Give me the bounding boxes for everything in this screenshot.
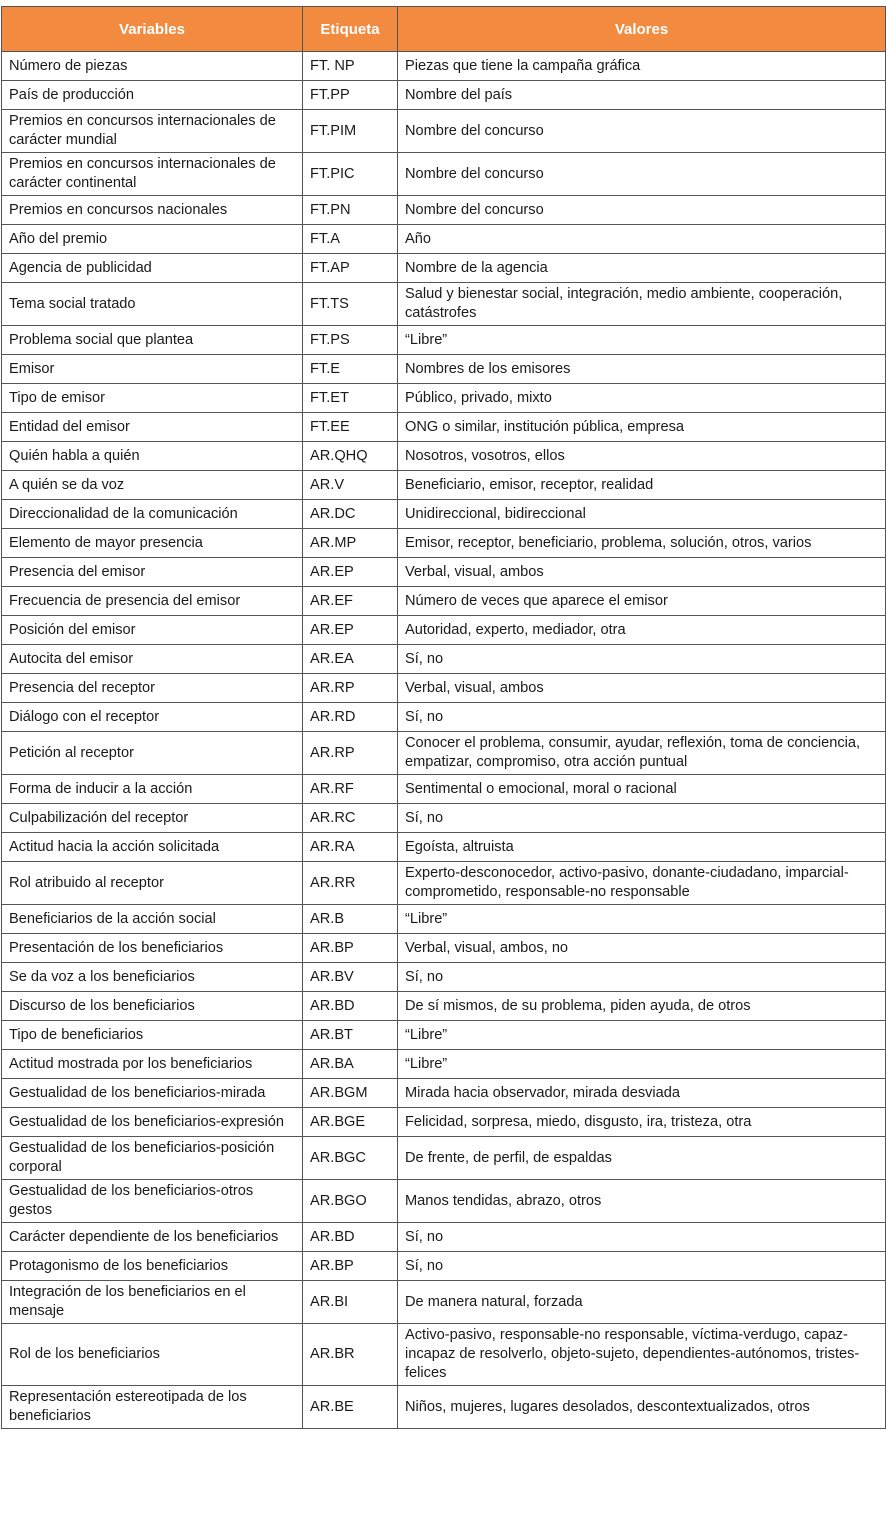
table-row [2, 384, 886, 413]
etiqueta-cell: AR.RA [303, 833, 398, 862]
valores-cell: ONG o similar, institución pública, empresa [398, 413, 886, 442]
variable-cell: Discurso de los beneficiarios [2, 992, 303, 1021]
etiqueta-cell: AR.BD [303, 1223, 398, 1252]
valores-cell: Piezas que tiene la campaña gráfica [398, 52, 886, 81]
variable-cell: Número de piezas [2, 52, 303, 81]
variable-cell: Gestualidad de los beneficiarios-otros gestos [2, 1180, 303, 1223]
valores-cell: “Libre” [398, 905, 886, 934]
etiqueta-cell: AR.BGC [303, 1137, 398, 1180]
valores-cell: Verbal, visual, ambos, no [398, 934, 886, 963]
variable-cell: Forma de inducir a la acción [2, 775, 303, 804]
valores-cell: Sí, no [398, 645, 886, 674]
variable-cell: Tipo de beneficiarios [2, 1021, 303, 1050]
table-row [2, 196, 886, 225]
etiqueta-cell: FT.AP [303, 254, 398, 283]
etiqueta-cell: AR.BR [303, 1324, 398, 1386]
etiqueta-cell: AR.RF [303, 775, 398, 804]
table-row [2, 326, 886, 355]
etiqueta-cell: AR.B [303, 905, 398, 934]
variable-cell: Rol atribuido al receptor [2, 862, 303, 905]
table-row [2, 558, 886, 587]
etiqueta-cell: AR.BE [303, 1386, 398, 1429]
valores-cell: Felicidad, sorpresa, miedo, disgusto, ira, tristeza, otra [398, 1108, 886, 1137]
variable-cell: Premios en concursos internacionales de carácter continental [2, 153, 303, 196]
table-row [2, 500, 886, 529]
etiqueta-cell: AR.BGM [303, 1079, 398, 1108]
variable-cell: Frecuencia de presencia del emisor [2, 587, 303, 616]
etiqueta-cell: AR.RD [303, 703, 398, 732]
table-row [2, 1223, 886, 1252]
table-row [2, 110, 886, 153]
table-row [2, 81, 886, 110]
etiqueta-cell: AR.EP [303, 616, 398, 645]
etiqueta-cell: AR.BV [303, 963, 398, 992]
table-row [2, 732, 886, 775]
etiqueta-cell: AR.V [303, 471, 398, 500]
variable-cell: Tipo de emisor [2, 384, 303, 413]
variable-cell: Petición al receptor [2, 732, 303, 775]
valores-cell: Nombre del concurso [398, 110, 886, 153]
variable-cell: Gestualidad de los beneficiarios-posición corporal [2, 1137, 303, 1180]
variable-cell: Premios en concursos internacionales de carácter mundial [2, 110, 303, 153]
valores-cell: Nombre del concurso [398, 153, 886, 196]
variable-cell: Se da voz a los beneficiarios [2, 963, 303, 992]
valores-cell: Sí, no [398, 963, 886, 992]
variable-cell: Representación estereotipada de los beneficiarios [2, 1386, 303, 1429]
table-row [2, 674, 886, 703]
variable-cell: Agencia de publicidad [2, 254, 303, 283]
valores-cell: Nombre del concurso [398, 196, 886, 225]
table-row [2, 52, 886, 81]
table-row [2, 1021, 886, 1050]
valores-cell: Nosotros, vosotros, ellos [398, 442, 886, 471]
etiqueta-cell: FT.ET [303, 384, 398, 413]
valores-cell: Mirada hacia observador, mirada desviada [398, 1079, 886, 1108]
variable-cell: Año del premio [2, 225, 303, 254]
valores-cell: Beneficiario, emisor, receptor, realidad [398, 471, 886, 500]
variable-cell: Protagonismo de los beneficiarios [2, 1252, 303, 1281]
etiqueta-cell: AR.RC [303, 804, 398, 833]
table-row [2, 775, 886, 804]
valores-cell: Nombre de la agencia [398, 254, 886, 283]
valores-cell: Experto-desconocedor, activo-pasivo, donante-ciudadano, imparcial-comprometido, responsable-no responsable [398, 862, 886, 905]
etiqueta-cell: AR.EA [303, 645, 398, 674]
valores-cell: “Libre” [398, 326, 886, 355]
table-row [2, 1079, 886, 1108]
variable-cell: Culpabilización del receptor [2, 804, 303, 833]
variable-cell: Premios en concursos nacionales [2, 196, 303, 225]
header-valores: Valores [398, 7, 886, 52]
variable-cell: Presentación de los beneficiarios [2, 934, 303, 963]
table-row [2, 355, 886, 384]
table-row [2, 645, 886, 674]
table-row [2, 1050, 886, 1079]
etiqueta-cell: FT.TS [303, 283, 398, 326]
table-row [2, 254, 886, 283]
valores-cell: Emisor, receptor, beneficiario, problema, solución, otros, varios [398, 529, 886, 558]
etiqueta-cell: AR.EP [303, 558, 398, 587]
variable-cell: Quién habla a quién [2, 442, 303, 471]
variable-cell: Direccionalidad de la comunicación [2, 500, 303, 529]
table-row [2, 529, 886, 558]
valores-cell: Egoísta, altruista [398, 833, 886, 862]
header-variables: Variables [2, 7, 303, 52]
valores-cell: De sí mismos, de su problema, piden ayuda, de otros [398, 992, 886, 1021]
table-row [2, 833, 886, 862]
variable-cell: Emisor [2, 355, 303, 384]
table-row [2, 153, 886, 196]
variable-cell: Carácter dependiente de los beneficiarios [2, 1223, 303, 1252]
variable-cell: Tema social tratado [2, 283, 303, 326]
valores-cell: Activo-pasivo, responsable-no responsable, víctima-verdugo, capaz-incapaz de resolverlo, objeto-sujeto, dependientes-autónomos, tristes-felices [398, 1324, 886, 1386]
variable-cell: Posición del emisor [2, 616, 303, 645]
valores-cell: “Libre” [398, 1050, 886, 1079]
table-row [2, 1137, 886, 1180]
valores-cell: Público, privado, mixto [398, 384, 886, 413]
valores-cell: Nombre del país [398, 81, 886, 110]
variable-cell: Entidad del emisor [2, 413, 303, 442]
valores-cell: Verbal, visual, ambos [398, 558, 886, 587]
valores-cell: Año [398, 225, 886, 254]
table-row [2, 225, 886, 254]
etiqueta-cell: AR.DC [303, 500, 398, 529]
valores-cell: De manera natural, forzada [398, 1281, 886, 1324]
etiqueta-cell: FT.PIC [303, 153, 398, 196]
variable-cell: A quién se da voz [2, 471, 303, 500]
table-row [2, 905, 886, 934]
table-row [2, 1386, 886, 1429]
etiqueta-cell: AR.BD [303, 992, 398, 1021]
etiqueta-cell: AR.BGO [303, 1180, 398, 1223]
variable-cell: Presencia del emisor [2, 558, 303, 587]
etiqueta-cell: FT.A [303, 225, 398, 254]
table-row [2, 862, 886, 905]
valores-cell: Verbal, visual, ambos [398, 674, 886, 703]
etiqueta-cell: FT.EE [303, 413, 398, 442]
variable-cell: Gestualidad de los beneficiarios-expresión [2, 1108, 303, 1137]
valores-cell: Nombres de los emisores [398, 355, 886, 384]
table-row [2, 1324, 886, 1386]
table-row [2, 1281, 886, 1324]
table-row [2, 804, 886, 833]
etiqueta-cell: AR.BP [303, 934, 398, 963]
table-row [2, 963, 886, 992]
etiqueta-cell: AR.RR [303, 862, 398, 905]
header-row [2, 7, 886, 52]
valores-cell: Sí, no [398, 1223, 886, 1252]
etiqueta-cell: AR.BP [303, 1252, 398, 1281]
etiqueta-cell: AR.BI [303, 1281, 398, 1324]
table-row [2, 1180, 886, 1223]
table-row [2, 413, 886, 442]
variables-table [1, 6, 886, 1429]
etiqueta-cell: AR.MP [303, 529, 398, 558]
valores-cell: Salud y bienestar social, integración, medio ambiente, cooperación, catástrofes [398, 283, 886, 326]
valores-cell: Sí, no [398, 703, 886, 732]
variable-cell: País de producción [2, 81, 303, 110]
etiqueta-cell: AR.RP [303, 674, 398, 703]
table-row [2, 703, 886, 732]
etiqueta-cell: FT.PN [303, 196, 398, 225]
table-row [2, 1108, 886, 1137]
etiqueta-cell: FT.PIM [303, 110, 398, 153]
variable-cell: Rol de los beneficiarios [2, 1324, 303, 1386]
etiqueta-cell: FT.PS [303, 326, 398, 355]
variable-cell: Presencia del receptor [2, 674, 303, 703]
table-row [2, 992, 886, 1021]
variable-cell: Actitud mostrada por los beneficiarios [2, 1050, 303, 1079]
valores-cell: Sí, no [398, 1252, 886, 1281]
valores-cell: Niños, mujeres, lugares desolados, descontextualizados, otros [398, 1386, 886, 1429]
variable-cell: Integración de los beneficiarios en el mensaje [2, 1281, 303, 1324]
variable-cell: Diálogo con el receptor [2, 703, 303, 732]
etiqueta-cell: AR.BA [303, 1050, 398, 1079]
etiqueta-cell: FT. NP [303, 52, 398, 81]
valores-cell: Sí, no [398, 804, 886, 833]
etiqueta-cell: AR.EF [303, 587, 398, 616]
variable-cell: Beneficiarios de la acción social [2, 905, 303, 934]
table-row [2, 471, 886, 500]
table-row [2, 1252, 886, 1281]
etiqueta-cell: AR.RP [303, 732, 398, 775]
etiqueta-cell: AR.QHQ [303, 442, 398, 471]
valores-cell: Autoridad, experto, mediador, otra [398, 616, 886, 645]
variable-cell: Autocita del emisor [2, 645, 303, 674]
valores-cell: Unidireccional, bidireccional [398, 500, 886, 529]
valores-cell: Conocer el problema, consumir, ayudar, reflexión, toma de conciencia, empatizar, compromiso, otra acción puntual [398, 732, 886, 775]
variable-cell: Elemento de mayor presencia [2, 529, 303, 558]
etiqueta-cell: FT.PP [303, 81, 398, 110]
table-row [2, 283, 886, 326]
table-row [2, 442, 886, 471]
variable-cell: Gestualidad de los beneficiarios-mirada [2, 1079, 303, 1108]
variable-cell: Problema social que plantea [2, 326, 303, 355]
table-row [2, 934, 886, 963]
etiqueta-cell: AR.BT [303, 1021, 398, 1050]
etiqueta-cell: AR.BGE [303, 1108, 398, 1137]
variable-cell: Actitud hacia la acción solicitada [2, 833, 303, 862]
valores-cell: Sentimental o emocional, moral o racional [398, 775, 886, 804]
table-row [2, 587, 886, 616]
valores-cell: “Libre” [398, 1021, 886, 1050]
header-etiqueta: Etiqueta [303, 7, 398, 52]
valores-cell: De frente, de perfil, de espaldas [398, 1137, 886, 1180]
table-body [2, 52, 886, 1429]
valores-cell: Manos tendidas, abrazo, otros [398, 1180, 886, 1223]
etiqueta-cell: FT.E [303, 355, 398, 384]
table-row [2, 616, 886, 645]
valores-cell: Número de veces que aparece el emisor [398, 587, 886, 616]
